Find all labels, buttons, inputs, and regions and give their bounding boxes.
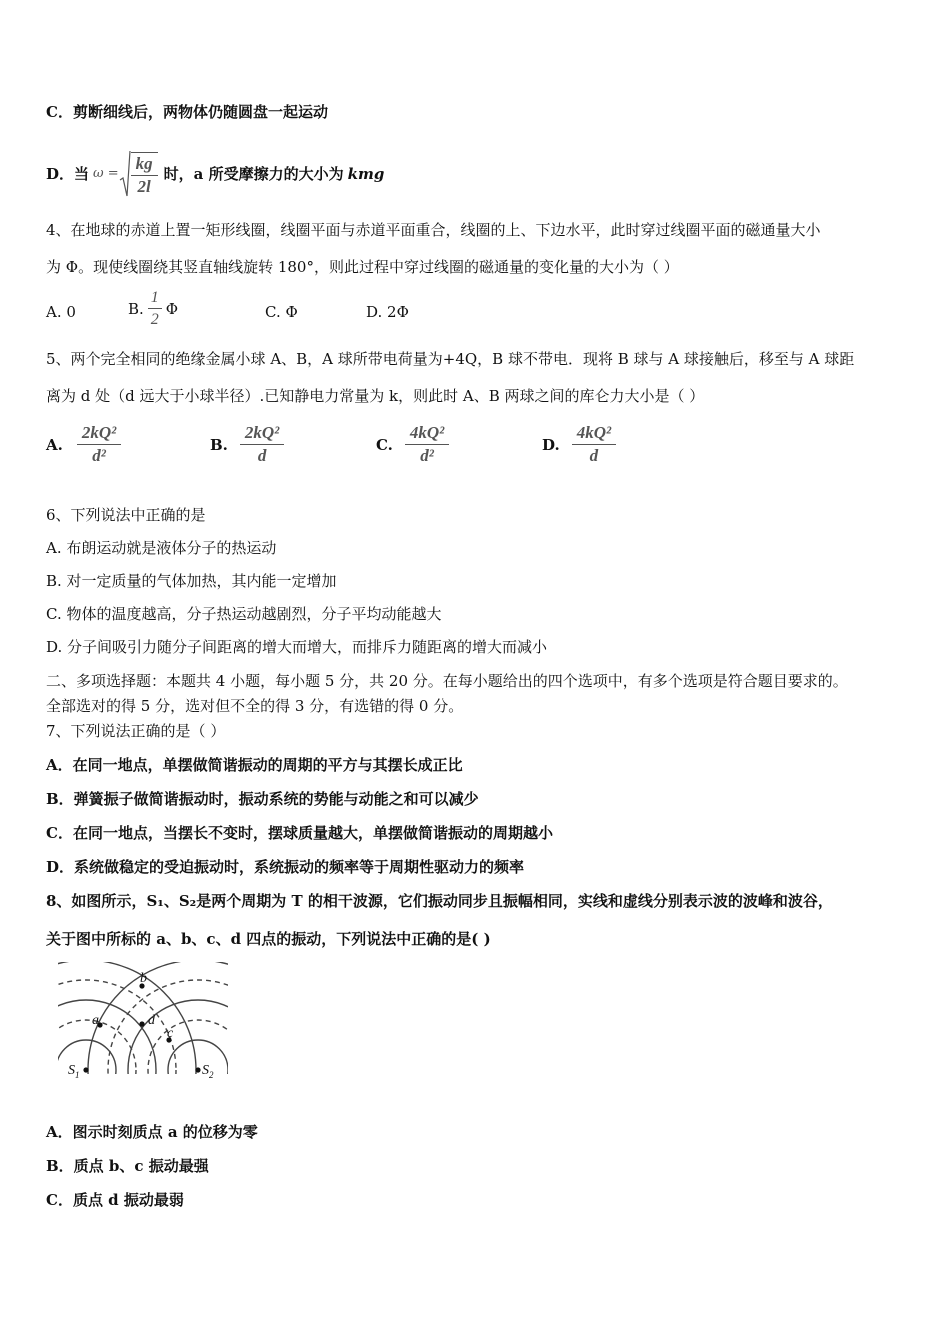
fraction-numerator: 4kQ² bbox=[405, 423, 449, 445]
q5-option-a bbox=[46, 423, 125, 466]
fraction-denominator: d² bbox=[92, 446, 106, 465]
q5-stem-line1: 5、两个完全相同的绝缘金属小球 A、B，A 球所带电荷量为+4Q，B 球不带电．现将 B 球与 A 球接触后，移至与 A 球距 bbox=[46, 350, 855, 368]
q5-option-d-fraction bbox=[572, 423, 616, 466]
radical-sign-icon bbox=[119, 150, 131, 198]
q3-option-d bbox=[46, 150, 384, 198]
label-s1: $S_1$ bbox=[68, 1063, 80, 1080]
q4-option-b-unit: Φ bbox=[165, 300, 179, 318]
q7-option-b: B．弹簧振子做简谐振动时，振动系统的势能与动能之和可以减少 bbox=[46, 790, 479, 808]
label-s2: $S_2$ bbox=[202, 1063, 214, 1080]
q4-option-b bbox=[128, 288, 178, 330]
fraction-numerator: kg bbox=[131, 154, 158, 176]
q4-option-b-label: B. bbox=[128, 300, 144, 318]
q6-option-d: D. 分子间吸引力随分子间距离的增大而增大，而排斥力随距离的增大而减小 bbox=[46, 638, 548, 656]
q5-option-d-label: D. bbox=[542, 435, 560, 454]
q7-stem: 7、下列说法正确的是（ ） bbox=[46, 722, 226, 740]
label-d: d bbox=[148, 1013, 155, 1028]
q8-option-a: A．图示时刻质点 a 的位移为零 bbox=[46, 1123, 258, 1141]
q5-option-d bbox=[542, 423, 620, 466]
q4-option-b-fraction bbox=[148, 288, 162, 330]
section2-heading-line1: 二、多项选择题：本题共 4 小题，每小题 5 分，共 20 分。在每小题给出的四个选项中，有多个选项是符合题目要求的。 bbox=[46, 672, 848, 690]
q4-option-d: D. 2Φ bbox=[366, 303, 409, 321]
q6-stem: 6、下列说法中正确的是 bbox=[46, 506, 206, 524]
q3-option-c: C．剪断细线后，两物体仍随圆盘一起运动 bbox=[46, 103, 328, 121]
q5-option-b-fraction bbox=[240, 423, 284, 466]
q6-option-c: C. 物体的温度越高，分子热运动越剧烈，分子平均动能越大 bbox=[46, 605, 442, 623]
wave-interference-figure bbox=[58, 962, 228, 1091]
source-s2-dot bbox=[195, 1067, 200, 1072]
wave-interference-diagram bbox=[58, 962, 228, 1087]
q3-option-d-prefix: D．当 bbox=[46, 165, 90, 183]
fraction-denominator: 2 bbox=[150, 311, 159, 328]
label-a: a bbox=[92, 1013, 99, 1028]
fraction-denominator: d bbox=[589, 446, 599, 465]
q5-option-a-fraction bbox=[77, 423, 121, 466]
sqrt-fraction bbox=[131, 152, 158, 197]
q8-option-b: B．质点 b、c 振动最强 bbox=[46, 1157, 209, 1175]
omega-symbol: ω = bbox=[93, 166, 119, 181]
q4-option-a: A. 0 bbox=[46, 303, 76, 321]
q7-option-a: A．在同一地点，单摆做简谐振动的周期的平方与其摆长成正比 bbox=[46, 756, 463, 774]
q4-stem-line2: 为 Φ。现使线圈绕其竖直轴线旋转 180°，则此过程中穿过线圈的磁通量的变化量的大小为（ ） bbox=[46, 258, 679, 276]
q5-option-c-label: C. bbox=[376, 435, 393, 454]
kmg-term: kmg bbox=[347, 165, 385, 183]
q4-stem-line1: 4、在地球的赤道上置一矩形线圈，线圈平面与赤道平面重合，线圈的上、下边水平，此时穿过线圈平面的磁通量大小 bbox=[46, 221, 821, 239]
q5-option-c-fraction bbox=[405, 423, 449, 466]
fraction-numerator: 4kQ² bbox=[572, 423, 616, 445]
fraction-denominator: d² bbox=[420, 446, 434, 465]
q6-option-a: A. 布朗运动就是液体分子的热运动 bbox=[46, 539, 277, 557]
q4-option-c: C. Φ bbox=[265, 303, 298, 321]
q8-stem-line1: 8、如图所示，S₁、S₂是两个周期为 T 的相干波源，它们振动同步且振幅相同，实线和虚线分别表示波的波峰和波谷， bbox=[46, 892, 833, 910]
q3-option-d-suffix: 时，a 所受摩擦力的大小为 bbox=[163, 165, 344, 183]
label-b: b bbox=[140, 971, 147, 986]
section2-heading-line2: 全部选对的得 5 分，选对但不全的得 3 分，有选错的得 0 分。 bbox=[46, 697, 464, 715]
q7-option-c: C．在同一地点，当摆长不变时，摆球质量越大，单摆做简谐振动的周期越小 bbox=[46, 824, 553, 842]
source-s1-dot bbox=[83, 1067, 88, 1072]
q5-option-c bbox=[376, 423, 453, 466]
q7-option-d: D．系统做稳定的受迫振动时，系统振动的频率等于周期性驱动力的频率 bbox=[46, 858, 525, 876]
fraction-denominator: d bbox=[257, 446, 267, 465]
fraction-numerator: 1 bbox=[148, 288, 162, 309]
q8-option-c: C．质点 d 振动最弱 bbox=[46, 1191, 184, 1209]
fraction-numerator: 2kQ² bbox=[240, 423, 284, 445]
sqrt-expression bbox=[119, 150, 158, 198]
label-c: c bbox=[167, 1026, 174, 1041]
fraction-numerator: 2kQ² bbox=[77, 423, 121, 445]
point-d-dot bbox=[139, 1021, 144, 1026]
q5-stem-line2: 离为 d 处（d 远大于小球半径）.已知静电力常量为 k，则此时 A、B 两球之间的库仑力大小是（ ） bbox=[46, 387, 705, 405]
q5-option-b-label: B. bbox=[210, 435, 228, 454]
q5-option-a-label: A. bbox=[46, 435, 63, 454]
fraction-denominator: 2l bbox=[137, 176, 151, 196]
q6-option-b: B. 对一定质量的气体加热，其内能一定增加 bbox=[46, 572, 337, 590]
q5-option-b bbox=[210, 423, 288, 466]
q8-stem-line2: 关于图中所标的 a、b、c、d 四点的振动，下列说法中正确的是( ) bbox=[46, 930, 491, 948]
